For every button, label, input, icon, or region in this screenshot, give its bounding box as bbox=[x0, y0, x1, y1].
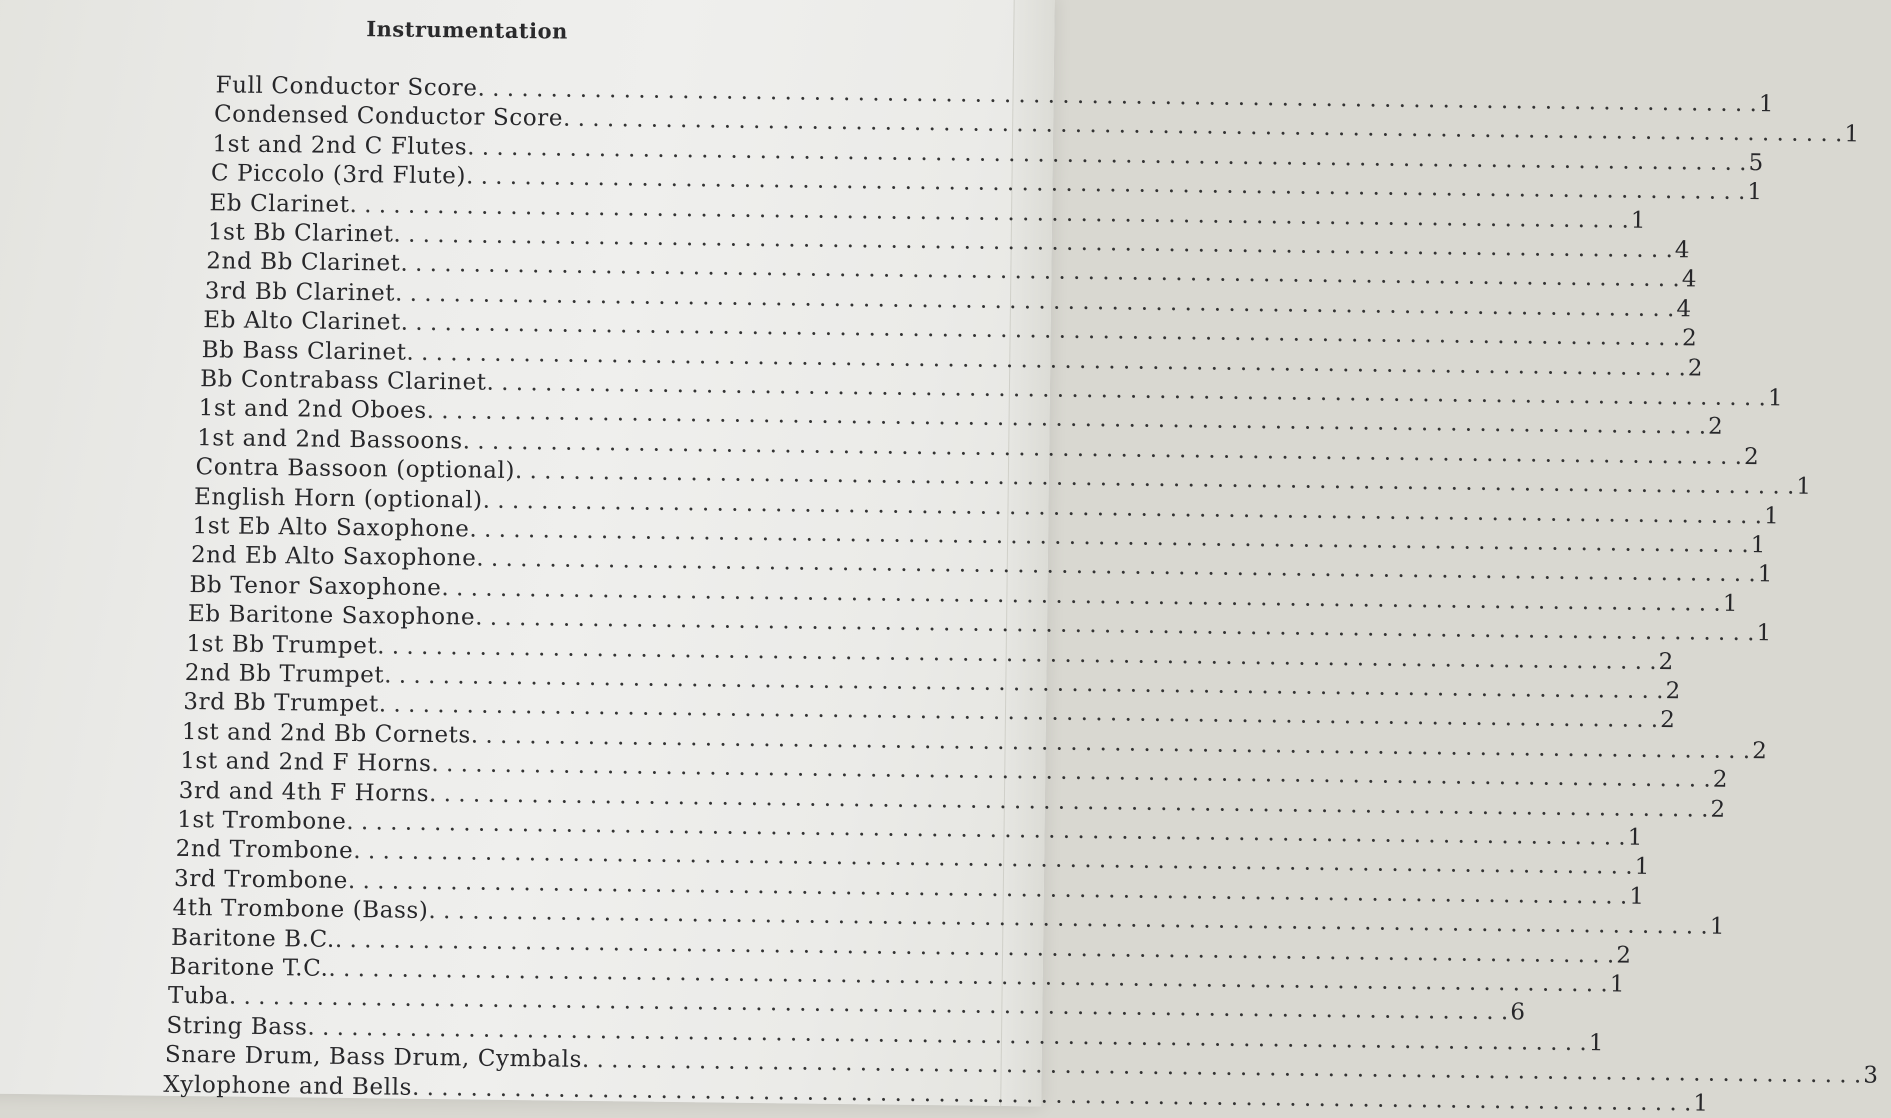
part-quantity: 6 bbox=[1510, 999, 1526, 1026]
part-quantity: 1 bbox=[1757, 561, 1773, 588]
instrument-name: Xylophone and Bells bbox=[163, 1071, 413, 1101]
part-quantity: 1 bbox=[1693, 1090, 1709, 1117]
instrument-name: 2nd Eb Alto Saxophone bbox=[190, 542, 477, 572]
instrument-name: 1st Eb Alto Saxophone bbox=[192, 513, 470, 543]
instrument-name: Bb Contrabass Clarinet bbox=[200, 366, 487, 396]
instrument-name: 1st and 2nd F Horns bbox=[180, 748, 432, 778]
part-quantity: 5 bbox=[1748, 149, 1764, 177]
instrument-name: Contra Bassoon (optional) bbox=[195, 454, 516, 485]
instrument-name: 1st and 2nd C Flutes bbox=[212, 131, 468, 161]
part-quantity: 4 bbox=[1676, 295, 1692, 323]
part-quantity: 2 bbox=[1707, 413, 1723, 441]
part-quantity: 1 bbox=[1629, 883, 1645, 910]
instrument-name: 4th Trombone (Bass) bbox=[172, 895, 429, 925]
instrument-name: Bb Tenor Saxophone bbox=[189, 571, 442, 601]
instrument-name: Snare Drum, Bass Drum, Cymbals bbox=[164, 1041, 583, 1074]
list-item bbox=[166, 1012, 1604, 1057]
part-quantity: 1 bbox=[1763, 502, 1779, 530]
part-quantity: 1 bbox=[1756, 620, 1772, 647]
part-quantity: 1 bbox=[1709, 913, 1725, 941]
instrument-name: 1st Trombone bbox=[177, 806, 347, 835]
instrument-name: 1st Bb Clarinet bbox=[207, 219, 394, 248]
instrument-name: Baritone T.C. bbox=[169, 953, 329, 982]
part-quantity: 4 bbox=[1681, 266, 1697, 293]
instrument-name: Condensed Conductor Score bbox=[213, 101, 564, 132]
part-quantity: 1 bbox=[1747, 179, 1763, 206]
part-quantity: 1 bbox=[1767, 385, 1783, 412]
part-quantity: 1 bbox=[1796, 473, 1812, 501]
instrument-name: 3rd and 4th F Horns bbox=[178, 777, 430, 807]
instrument-name: Baritone B.C. bbox=[170, 924, 336, 953]
part-quantity: 4 bbox=[1674, 237, 1690, 264]
instrument-name: 1st and 2nd Oboes bbox=[198, 395, 427, 425]
instrument-name: 1st Bb Trumpet bbox=[186, 630, 378, 659]
list-item bbox=[167, 983, 1526, 1026]
instrument-name: Eb Baritone Saxophone bbox=[187, 601, 476, 631]
instrument-name: String Bass bbox=[166, 1012, 308, 1041]
instrument-name: Full Conductor Score bbox=[215, 72, 478, 102]
part-quantity: 1 bbox=[1609, 971, 1625, 998]
part-quantity: 2 bbox=[1712, 766, 1728, 794]
part-quantity: 1 bbox=[1758, 91, 1774, 118]
part-quantity: 1 bbox=[1634, 854, 1650, 881]
part-quantity: 2 bbox=[1658, 648, 1674, 675]
instrument-name: 3rd Trombone bbox=[173, 865, 349, 894]
list-item bbox=[163, 1071, 1709, 1117]
part-quantity: 2 bbox=[1665, 678, 1681, 705]
part-quantity: 1 bbox=[1722, 590, 1738, 617]
instrument-name: C Piccolo (3rd Flute) bbox=[210, 160, 467, 190]
instrument-name: Eb Alto Clarinet bbox=[203, 307, 401, 336]
instrument-name: Eb Clarinet bbox=[209, 189, 350, 218]
part-quantity: 3 bbox=[1863, 1062, 1879, 1089]
instrument-name: English Horn (optional) bbox=[193, 483, 483, 514]
page-title: Instrumentation bbox=[366, 16, 568, 44]
instrument-name: 1st and 2nd Bb Cornets bbox=[181, 718, 472, 749]
part-quantity: 1 bbox=[1630, 207, 1646, 234]
part-quantity: 1 bbox=[1750, 532, 1766, 559]
instrument-name: 2nd Bb Clarinet bbox=[206, 248, 401, 277]
instrument-name: 1st and 2nd Bassoons bbox=[197, 424, 463, 455]
part-quantity: 2 bbox=[1752, 737, 1767, 765]
part-quantity: 2 bbox=[1687, 354, 1703, 382]
part-quantity: 2 bbox=[1660, 707, 1676, 734]
part-quantity: 2 bbox=[1710, 796, 1726, 823]
instrument-name: 2nd Bb Trumpet bbox=[184, 659, 385, 689]
part-quantity: 2 bbox=[1681, 325, 1697, 352]
part-quantity: 1 bbox=[1627, 824, 1643, 851]
part-quantity: 1 bbox=[1844, 121, 1860, 148]
part-quantity: 2 bbox=[1743, 443, 1759, 470]
instrument-name: Bb Bass Clarinet bbox=[201, 336, 407, 366]
part-quantity: 2 bbox=[1616, 942, 1632, 969]
part-quantity: 1 bbox=[1588, 1029, 1604, 1057]
instrument-name: Tuba bbox=[167, 983, 230, 1010]
instrument-name: 2nd Trombone bbox=[175, 836, 354, 865]
instrument-name: 3rd Bb Trumpet bbox=[183, 689, 380, 718]
list-item bbox=[173, 865, 1645, 910]
instrument-name: 3rd Bb Clarinet bbox=[204, 278, 396, 307]
